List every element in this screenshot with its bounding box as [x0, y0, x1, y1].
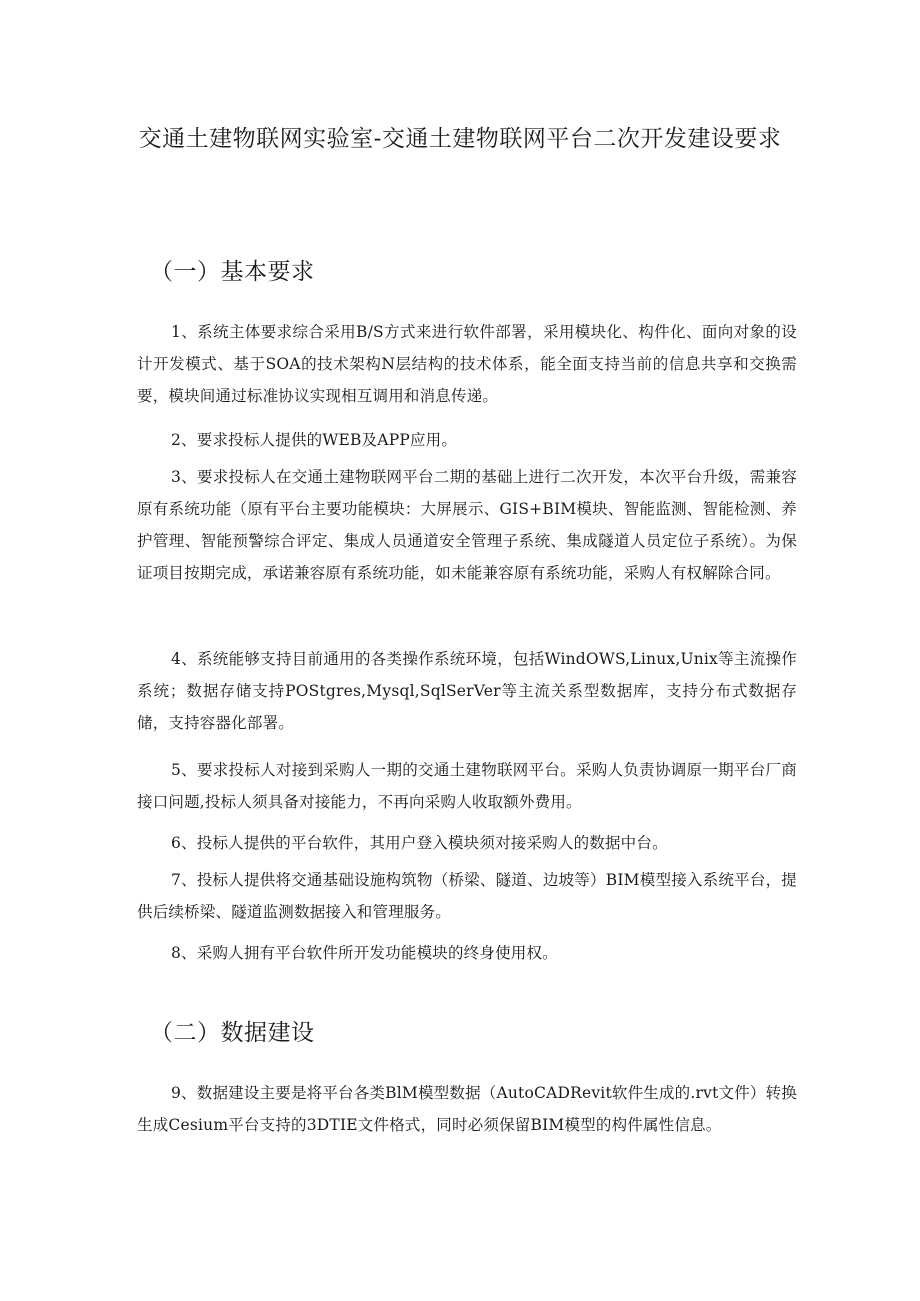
document-title: 交通土建物联网实验室-交通土建物联网平台二次开发建设要求: [138, 126, 782, 152]
section-heading-data-construction: （二）数据建设: [150, 1020, 315, 1046]
paragraph-7: 7、投标人提供将交通基础设施构筑物（桥梁、隧道、边坡等）BIM模型接入系统平台，提供后续桥梁、隧道监测数据接入和管理服务。: [137, 871, 797, 921]
paragraph-9: 9、数据建设主要是将平台各类BlM模型数据（AutoCADRevit软件生成的.rvt文件）转换生成Cesium平台支持的3DTIE文件格式，同时必须保留BIM模型的构件属性信息。: [137, 1084, 798, 1134]
paragraph-4: 4、系统能够支持目前通用的各类操作系统环境，包括WindOWS,Linux,Unix等主流操作系统；数据存储支持POStgres,Mysql,SqlSerVer等主流关系型数据库，支持分布式数据存储，支持容器化部署。: [137, 650, 797, 732]
paragraph-2: 2、要求投标人提供的WEB及APP应用。: [171, 431, 458, 449]
paragraph-6: 6、投标人提供的平台软件，其用户登入模块须对接采购人的数据中台。: [171, 834, 668, 852]
paragraph-1: 1、系统主体要求综合采用B/S方式来进行软件部署，采用模块化、构件化、面向对象的设计开发模式、基于SOA的技术架构N层结构的技术体系，能全面支持当前的信息共享和交换需要，模块间通过标准协议实现相互调用和消息传递。: [137, 323, 797, 405]
paragraph-8: 8、采购人拥有平台软件所开发功能模块的终身使用权。: [171, 944, 558, 962]
section-heading-basic-requirements: （一）基本要求: [150, 259, 315, 285]
paragraph-3: 3、要求投标人在交通土建物联网平台二期的基础上进行二次开发，本次平台升级，需兼容原有系统功能（原有平台主要功能模块：大屏展示、GIS+BIM模块、智能监测、智能检测、养护管理、智能预警综合评定、集成人员通道安全管理子系统、集成隧道人员定位子系统）。为保证项目按期完成，承诺兼容原有系统功能，如未能兼容原有系统功能，采购人有权解除合同。: [137, 468, 797, 582]
paragraph-5: 5、要求投标人对接到采购人一期的交通土建物联网平台。采购人负责协调原一期平台厂商接口问题,投标人须具备对接能力，不再向采购人收取额外费用。: [137, 761, 797, 811]
